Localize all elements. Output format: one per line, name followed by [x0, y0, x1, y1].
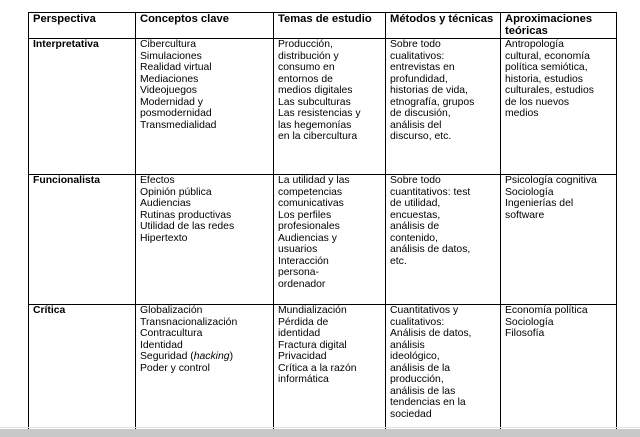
- cell-line: cuantitativos: test: [390, 186, 471, 198]
- cell-line: La utilidad y las: [278, 175, 350, 186]
- cell-line: análisis de la: [390, 362, 451, 374]
- cell-line: encuestas,: [390, 209, 441, 221]
- cell-line: Poder y control: [140, 362, 210, 374]
- cell-line: posmodernidad: [140, 108, 212, 119]
- cell-line: Sociología: [505, 186, 554, 198]
- cell-line: Cuantitativos y: [390, 305, 459, 316]
- cell-perspectiva: Interpretativa: [29, 39, 136, 175]
- cell-line: Las subculturas: [278, 96, 351, 108]
- cell-line: identidad: [278, 328, 321, 339]
- cell-line: política semiótica,: [505, 62, 588, 73]
- cell-line: medios: [505, 108, 539, 119]
- cell-line: análisis de las: [390, 385, 456, 397]
- cell-line: cualitativos:: [390, 316, 445, 328]
- cell-line: profesionales: [278, 221, 340, 232]
- table-row: [29, 175, 617, 305]
- cell-line: Seguridad (hacking): [140, 351, 234, 362]
- cell-line: Los perfiles: [278, 209, 332, 221]
- cell-line: Las resistencias y: [278, 108, 361, 119]
- table-header-row: [29, 13, 617, 39]
- emphasis-text: hacking: [193, 351, 230, 362]
- cell-conceptos-clave: [136, 175, 274, 305]
- header-conceptos-clave: Conceptos clave: [136, 13, 274, 39]
- cell-line: Filosofía: [505, 328, 545, 339]
- cell-line: Mediaciones: [140, 73, 199, 85]
- cell-line: análisis de: [390, 221, 440, 232]
- cell-metodos-y-tecnicas: [386, 305, 501, 437]
- cell-line: Fractura digital: [278, 339, 347, 351]
- cell-line: en la cibercultura: [278, 131, 358, 142]
- cell-metodos-y-tecnicas: [386, 39, 501, 175]
- cell-line: Antropología: [505, 39, 564, 50]
- cell-line: discurso, etc.: [390, 131, 452, 142]
- cell-line: Modernidad y: [140, 96, 203, 108]
- cell-line: Sobre todo: [390, 175, 441, 186]
- header-perspectiva: Perspectiva: [29, 13, 136, 39]
- table-row: [29, 305, 617, 437]
- cell-line: Audiencias: [140, 198, 191, 209]
- cell-line: Transnacionalización: [140, 316, 238, 328]
- cell-line: culturales, estudios: [505, 85, 594, 96]
- cell-perspectiva: Funcionalista: [29, 175, 136, 305]
- cell-line: historias de vida,: [390, 85, 468, 96]
- cell-line: etc.: [390, 255, 407, 267]
- cell-line: análisis del: [390, 119, 442, 131]
- cell-conceptos-clave: [136, 305, 274, 437]
- cell-line: Economía política: [505, 305, 588, 316]
- cell-line: Análisis de datos,: [390, 328, 472, 339]
- cell-line: Hipertexto: [140, 232, 188, 244]
- cell-temas-de-estudio: [274, 305, 386, 437]
- cell-line: Cibercultura: [140, 39, 197, 50]
- cell-line: Crítica a la razón: [278, 362, 357, 374]
- cell-line: medios digitales: [278, 85, 353, 96]
- cell-line: profundidad,: [390, 73, 448, 85]
- footer-bar: [0, 429, 640, 437]
- cell-line: ideológico,: [390, 351, 440, 362]
- cell-line: Psicología cognitiva: [505, 175, 597, 186]
- cell-line: las hegemonías: [278, 119, 352, 131]
- cell-line: Interacción: [278, 255, 329, 267]
- cell-line: de discusión,: [390, 108, 451, 119]
- cell-line: Producción,: [278, 39, 333, 50]
- table-row: [29, 39, 617, 175]
- cell-line: software: [505, 209, 545, 221]
- cell-line: usuarios: [278, 244, 318, 255]
- cell-line: Identidad: [140, 339, 183, 351]
- cell-line: Efectos: [140, 175, 175, 186]
- cell-line: informática: [278, 374, 329, 385]
- cell-line: Audiencias y: [278, 232, 337, 244]
- cell-line: entrevistas en: [390, 62, 455, 73]
- cell-line: distribución y: [278, 50, 339, 62]
- cell-line: etnografía, grupos: [390, 96, 475, 108]
- cell-line: análisis de datos,: [390, 244, 471, 255]
- cell-line: Transmedialidad: [140, 119, 217, 131]
- cell-line: Privacidad: [278, 351, 327, 362]
- cell-line: sociedad: [390, 408, 432, 420]
- cell-line: Simulaciones: [140, 50, 202, 62]
- cell-line: Contracultura: [140, 328, 203, 339]
- perspectives-table: [28, 12, 617, 437]
- cell-line: Ingenierías del: [505, 198, 574, 209]
- cell-line: contenido,: [390, 232, 438, 244]
- cell-line: historia, estudios: [505, 73, 583, 85]
- cell-line: cualitativos:: [390, 50, 445, 62]
- cell-line: Sobre todo: [390, 39, 441, 50]
- cell-line: Videojuegos: [140, 85, 198, 96]
- cell-line: producción,: [390, 374, 444, 385]
- cell-line: Pérdida de: [278, 316, 329, 328]
- header-metodos-y-tecnicas: Métodos y técnicas: [386, 13, 501, 39]
- table-body: [29, 39, 617, 437]
- cell-line: Sociología: [505, 316, 554, 328]
- cell-conceptos-clave: [136, 39, 274, 175]
- cell-line: tendencias en la: [390, 397, 466, 408]
- cell-line: competencias: [278, 186, 343, 198]
- cell-line: Opinión pública: [140, 186, 212, 198]
- footer-divider: [0, 427, 640, 428]
- cell-line: ordenador: [278, 278, 326, 290]
- cell-line: Globalización: [140, 305, 203, 316]
- cell-line: entornos de: [278, 73, 333, 85]
- cell-metodos-y-tecnicas: [386, 175, 501, 305]
- cell-line: consumo en: [278, 62, 335, 73]
- cell-temas-de-estudio: [274, 39, 386, 175]
- cell-line: Rutinas productivas: [140, 209, 232, 221]
- cell-line: comunicativas: [278, 198, 344, 209]
- cell-line: de utilidad,: [390, 198, 441, 209]
- cell-aproximaciones-teoricas: [501, 175, 617, 305]
- header-temas-de-estudio: Temas de estudio: [274, 13, 386, 39]
- cell-line: Mundialización: [278, 305, 347, 316]
- cell-line: de los nuevos: [505, 96, 570, 108]
- cell-aproximaciones-teoricas: [501, 39, 617, 175]
- cell-aproximaciones-teoricas: [501, 305, 617, 437]
- cell-perspectiva: Crítica: [29, 305, 136, 437]
- cell-line: persona-: [278, 267, 320, 278]
- cell-line: análisis: [390, 339, 425, 351]
- cell-temas-de-estudio: [274, 175, 386, 305]
- header-aproximaciones-teoricas: Aproximaciones teóricas: [501, 13, 617, 39]
- cell-line: Utilidad de las redes: [140, 221, 235, 232]
- cell-line: cultural, economía: [505, 50, 590, 62]
- cell-line: Realidad virtual: [140, 62, 212, 73]
